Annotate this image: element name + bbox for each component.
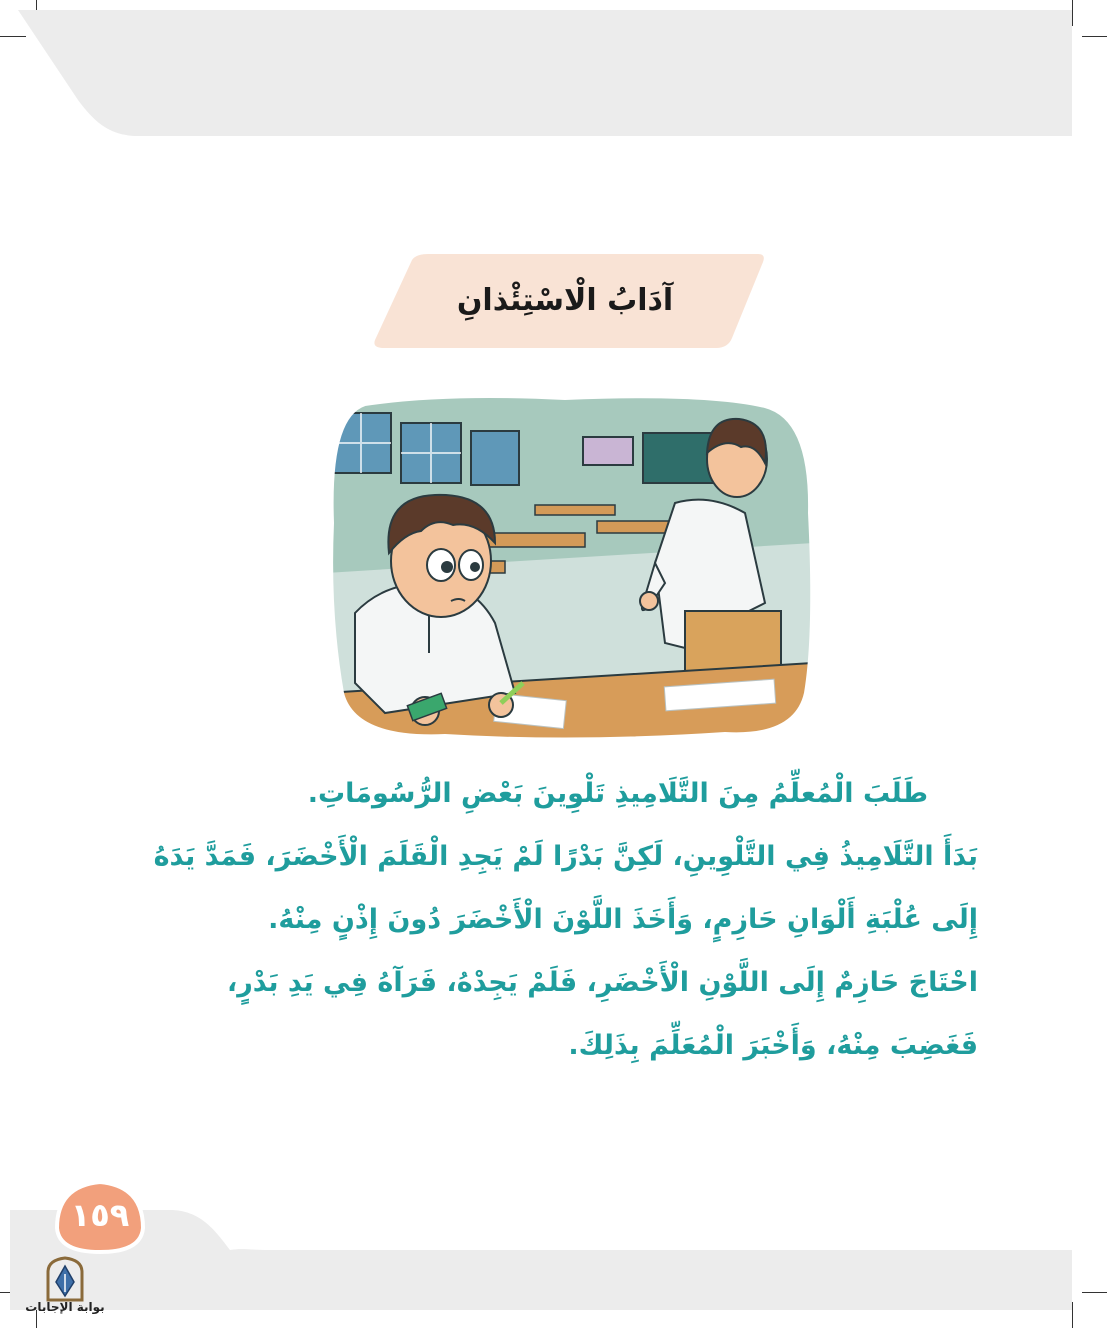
- watermark-text: بوابة الإجابات: [25, 1300, 105, 1314]
- story-paragraph: احْتَاجَ حَازِمٌ إِلَى اللَّوْنِ الْأَخْضَرِ، فَلَمْ يَجِدْهُ، فَرَآهُ فِي يَدِ بَدْرٍ، فَغَضِبَ مِنْهُ، وَأَخْبَرَ الْمُعَلِّمَ بِذَلِكَ.: [226, 967, 978, 1061]
- page-number: ١٥٩: [70, 1196, 130, 1234]
- story-paragraph: بَدَأَ التَّلَامِيذُ فِي التَّلْوِينِ، لَكِنَّ بَدْرًا لَمْ يَجِدِ الْقَلَمَ الْأَخْضَرَ، فَمَدَّ يَدَهُ إِلَى عُلْبَةِ أَلْوَانِ حَازِمٍ، وَأَخَذَ اللَّوْنَ الْأَخْضَرَ دُونَ إِذْنٍ مِنْهُ.: [153, 841, 978, 935]
- crop-mark: [1072, 1302, 1073, 1328]
- story-paragraph: طَلَبَ الْمُعلِّمُ مِنَ التَّلَامِيذِ تَلْوِينَ بَعْضِ الرُّسُومَاتِ.: [307, 778, 928, 809]
- lesson-title: آدَابُ الْاسْتِئْذانِ: [456, 282, 674, 318]
- crop-mark: [1082, 36, 1107, 37]
- crop-mark: [1082, 1292, 1107, 1293]
- pen-nib-icon: [44, 1256, 86, 1302]
- header-band: [18, 10, 1072, 136]
- crop-mark: [1072, 0, 1073, 26]
- footer-band: [10, 1210, 1072, 1310]
- classroom-illustration: [325, 393, 813, 743]
- story-text: [130, 762, 978, 1077]
